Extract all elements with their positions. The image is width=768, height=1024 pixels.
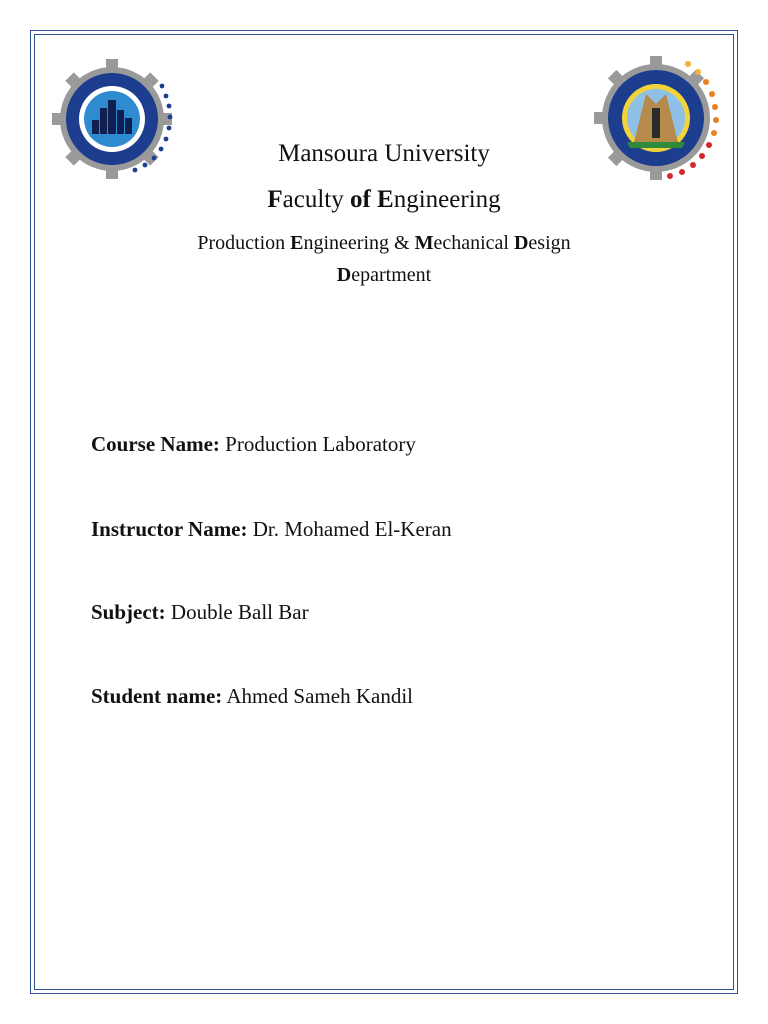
field-label: Course Name: (91, 432, 220, 456)
field-value: Dr. Mohamed El-Keran (247, 517, 452, 541)
field-label: Instructor Name: (91, 517, 248, 541)
faculty-name: Faculty of Engineering (267, 186, 501, 213)
field-value: Production Laboratory (219, 432, 416, 456)
field-label: Student name: (91, 684, 223, 708)
field-value: Ahmed Sameh Kandil (222, 684, 413, 708)
course-name-field (91, 432, 416, 457)
department-name-line2: Department (336, 264, 432, 286)
field-value: Double Ball Bar (165, 600, 309, 624)
student-name-field (91, 684, 413, 709)
department-name: Production Engineering & Mechanical Design (197, 232, 571, 254)
instructor-name-field (91, 517, 452, 542)
field-label: Subject: (91, 600, 166, 624)
subject-field (91, 600, 309, 625)
university-name: Mansoura University (278, 140, 490, 167)
